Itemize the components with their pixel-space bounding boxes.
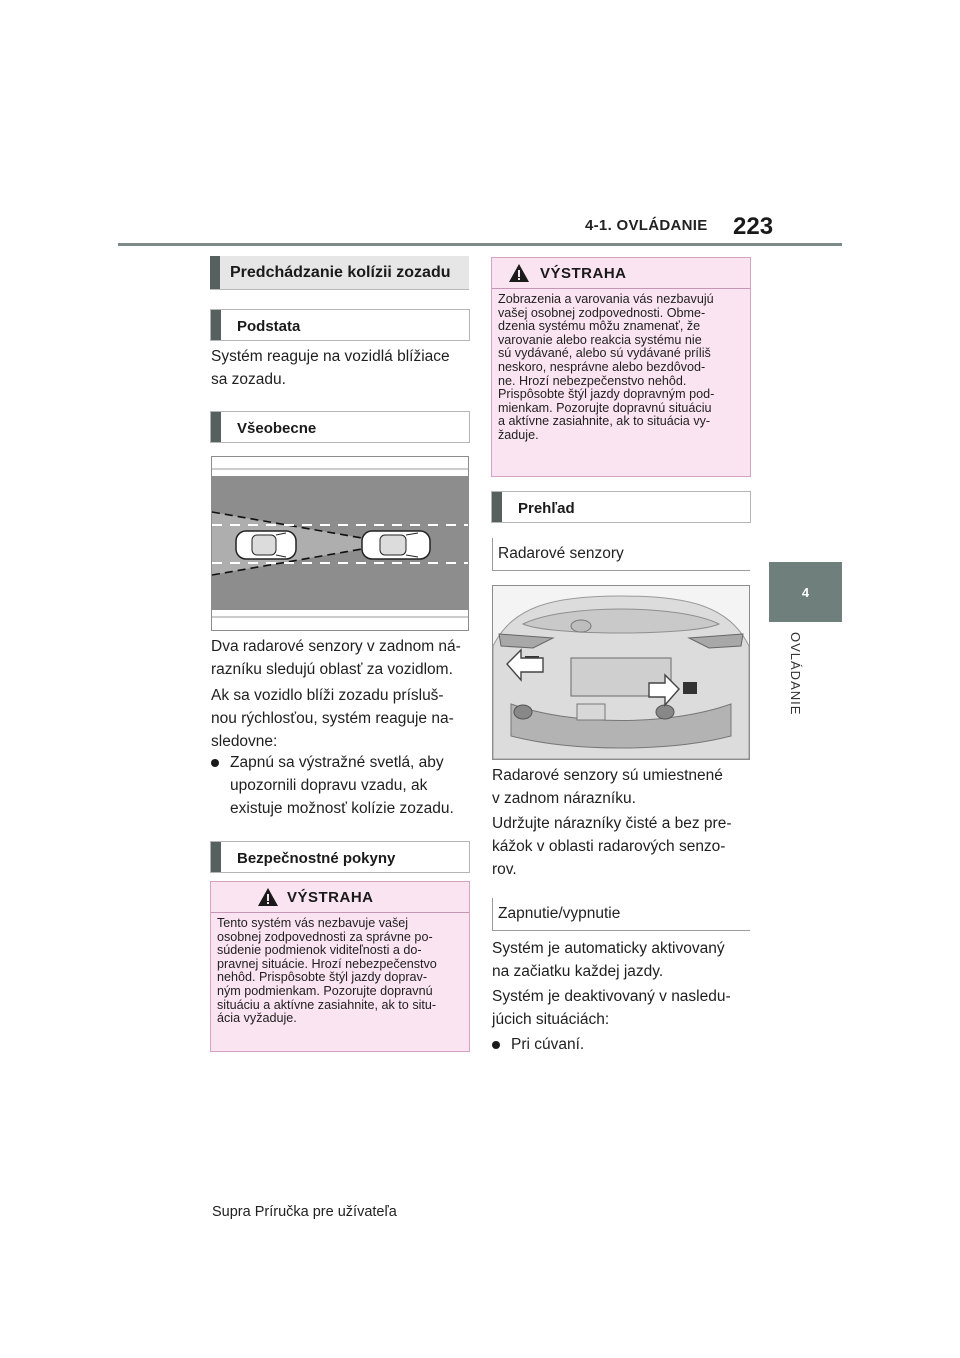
paragraph-auto-active: [492, 937, 754, 983]
subheading-text: Podstata: [237, 318, 301, 335]
warning-triangle-icon: [257, 887, 279, 907]
subsection-left-rule: [492, 898, 493, 931]
text-line: sú vydávané, alebo sú vydávané príliš: [498, 346, 711, 361]
text-line: ácia vyžaduje.: [217, 1011, 297, 1026]
text-line: existuje možnosť kolízie zozadu.: [230, 800, 454, 817]
page-number: 223: [733, 213, 774, 240]
heading-bar: [211, 842, 221, 872]
warning-divider: [492, 288, 750, 289]
text-line: nou rýchlosťou, systém reaguje na-: [211, 710, 454, 727]
text-line: Prispôsobte štýl jazdy dopravným pod-: [498, 387, 715, 402]
footer-text: Supra Príručka pre užívateľa: [212, 1204, 397, 1220]
rear-bumper-illustration: [493, 586, 749, 759]
subheading-podstata: [210, 309, 470, 341]
road-illustration: [212, 457, 468, 630]
text-line: nehôd. Prispôsobte štýl jazdy doprav-: [217, 970, 428, 985]
warning-header: [211, 882, 469, 912]
paragraph-reaction: [211, 684, 473, 753]
subheading-text: Prehľad: [518, 500, 575, 517]
paragraph-deactivated: [492, 985, 754, 1031]
text-line: sledovne:: [211, 733, 278, 750]
heading-bar: [210, 256, 220, 289]
bullet-reversing: [492, 1033, 754, 1056]
text-line: upozornili dopravu vzadu, ak: [230, 777, 428, 794]
warning-divider: [211, 912, 469, 913]
chapter-label: OVLÁDANIE: [788, 632, 803, 716]
subsection-rule: [492, 570, 750, 571]
warning-triangle-icon: [508, 263, 530, 283]
section-title: 4-1. OVLÁDANIE: [585, 217, 708, 234]
switch-heading: Zapnutie/vypnutie: [498, 905, 621, 922]
text-line: razníku sledujú oblasť za vozidlom.: [211, 661, 453, 678]
bullet-dot: [492, 1041, 500, 1049]
warning-text: [217, 917, 465, 1026]
subheading-text: Bezpečnostné pokyny: [237, 850, 396, 867]
text-line: súdenie podmienok viditeľnosti a do-: [217, 943, 422, 958]
heading-bar: [211, 412, 221, 442]
text-line: Zapnú sa výstražné svetlá, aby: [230, 754, 444, 771]
text-line: na začiatku každej jazdy.: [492, 963, 664, 980]
warning-header: [492, 258, 750, 288]
heading-bar: [492, 492, 502, 522]
text-line: Radarové senzory sú umiestnené: [492, 767, 723, 784]
warning-title: VÝSTRAHA: [540, 265, 627, 282]
right-radar-sensor: [683, 682, 697, 694]
warning-title: VÝSTRAHA: [287, 889, 374, 906]
podstata-text: [211, 345, 471, 391]
warning-box-right: [491, 257, 751, 477]
paragraph-sensors: [211, 635, 473, 681]
text-line: Systém je deaktivovaný v nasledu-: [492, 988, 731, 1005]
text-line: varovanie alebo reakcia systému nie: [498, 332, 702, 347]
text-line: Zobrazenia a varovania vás nezbavujú: [498, 292, 714, 306]
text-line: žaduje.: [498, 427, 539, 442]
text-line: Ak sa vozidlo blíži zozadu prísluš-: [211, 687, 444, 704]
approaching-car: [236, 531, 296, 559]
text-line: Systém je automaticky aktivovaný: [492, 940, 725, 957]
own-car: [362, 531, 430, 559]
text-line: sa zozadu.: [211, 371, 286, 388]
rear-collision-diagram: [211, 456, 469, 631]
text-line: júcich situáciách:: [492, 1011, 610, 1028]
heading-bar: [211, 310, 221, 340]
subheading-prehlad: [491, 491, 751, 523]
text-line: ne. Hrozí nebezpečenstvo nehôd.: [498, 373, 687, 388]
text-line: dzenia systému môžu znamenať, že: [498, 319, 701, 334]
bullet-dot: [211, 759, 219, 767]
text-line: Systém reaguje na vozidlá blížiace: [211, 348, 450, 365]
text-line: Udržujte nárazníky čisté a bez pre-: [492, 815, 732, 832]
text-line: mienkam. Pozorujte dopravnú situáciu: [498, 400, 712, 415]
text-line: osobnej zodpovednosti za správne po-: [217, 929, 433, 944]
bullet-hazard-lights: [211, 751, 473, 820]
chapter-tab[interactable]: 4: [769, 562, 842, 622]
text-line: situáciu a aktívne zasiahnite, ak to situ-: [217, 997, 437, 1012]
text-line: ným podmienkam. Pozorujte dopravnú: [217, 983, 433, 998]
paragraph-keep-clean: [492, 812, 754, 881]
radar-sensors-heading: Radarové senzory: [498, 545, 624, 562]
main-heading-text: Predchádzanie kolízii zozadu: [230, 264, 451, 281]
subsection-rule: [492, 930, 750, 931]
subheading-vseobecne: [210, 411, 470, 443]
subheading-safety: [210, 841, 470, 873]
text-line: a aktívne zasiahnite, ak to situácia vy-: [498, 414, 711, 429]
text-line: rov.: [492, 861, 517, 878]
subheading-text: Všeobecne: [237, 420, 317, 437]
warning-box-left: [210, 881, 470, 1052]
text-line: Pri cúvaní.: [511, 1036, 585, 1053]
text-line: Dva radarové senzory v zadnom ná-: [211, 638, 461, 655]
main-heading: [210, 256, 469, 290]
rear-bumper-figure: [492, 585, 750, 760]
text-line: pravnej situácie. Hrozí nebezpečenstvo: [217, 956, 437, 971]
text-line: Tento systém vás nezbavuje vašej: [217, 916, 409, 930]
warning-text: [498, 293, 746, 443]
paragraph-sensor-location: [492, 764, 754, 810]
text-line: kážok v oblasti radarových senzo-: [492, 838, 726, 855]
text-line: v zadnom nárazníku.: [492, 790, 636, 807]
text-line: neskoro, nesprávne alebo bezdôvod-: [498, 359, 706, 374]
subsection-left-rule: [492, 538, 493, 571]
text-line: vašej osobnej zodpovednosti. Obme-: [498, 305, 706, 320]
header-rule: [118, 243, 842, 246]
